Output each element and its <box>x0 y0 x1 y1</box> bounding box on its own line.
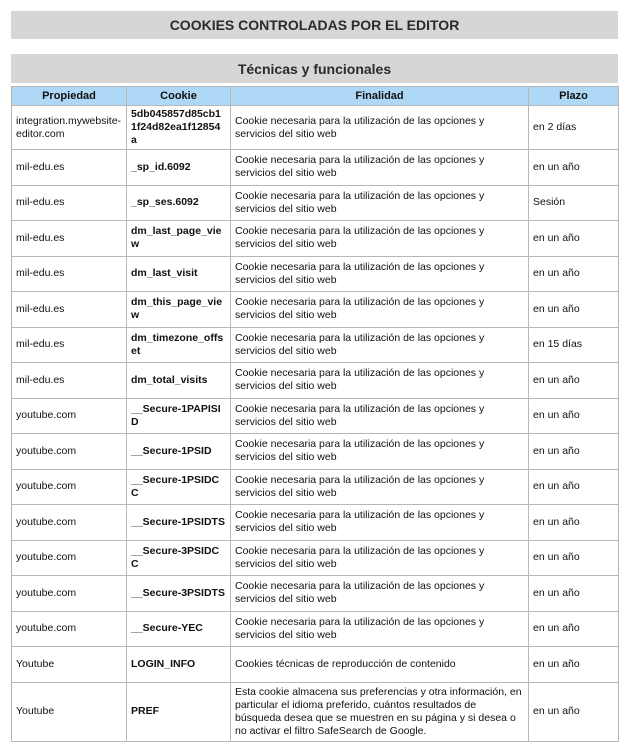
cell-cookie: __Secure-3PSIDTS <box>127 576 231 612</box>
cell-finalidad: Cookie necesaria para la utilización de las opciones y servicios del sitio web <box>231 505 529 541</box>
cell-plazo: en un año <box>529 221 619 257</box>
cell-finalidad: Cookie necesaria para la utilización de las opciones y servicios del sitio web <box>231 150 529 186</box>
cell-finalidad: Cookie necesaria para la utilización de las opciones y servicios del sitio web <box>231 611 529 647</box>
cell-plazo: en 15 días <box>529 327 619 363</box>
cell-plazo: en un año <box>529 292 619 328</box>
table-row <box>12 682 619 741</box>
table-row <box>12 150 619 186</box>
cell-finalidad: Cookie necesaria para la utilización de las opciones y servicios del sitio web <box>231 106 529 150</box>
cell-cookie: LOGIN_INFO <box>127 647 231 683</box>
cell-propiedad: integration.mywebsite-editor.com <box>12 106 127 150</box>
cell-cookie: __Secure-YEC <box>127 611 231 647</box>
cell-propiedad: mil-edu.es <box>12 292 127 328</box>
cell-plazo: en un año <box>529 611 619 647</box>
cell-plazo: en 2 días <box>529 106 619 150</box>
cell-plazo: en un año <box>529 647 619 683</box>
column-header-cookie: Cookie <box>127 87 231 106</box>
table-row <box>12 505 619 541</box>
table-row <box>12 469 619 505</box>
cell-plazo: en un año <box>529 469 619 505</box>
cell-cookie: __Secure-1PAPISID <box>127 398 231 434</box>
cell-finalidad: Cookie necesaria para la utilización de las opciones y servicios del sitio web <box>231 256 529 292</box>
cell-finalidad: Cookie necesaria para la utilización de las opciones y servicios del sitio web <box>231 540 529 576</box>
cell-plazo: en un año <box>529 150 619 186</box>
cell-cookie: _sp_ses.6092 <box>127 185 231 221</box>
column-header-finalidad: Finalidad <box>231 87 529 106</box>
table-row <box>12 185 619 221</box>
cell-propiedad: mil-edu.es <box>12 221 127 257</box>
cell-finalidad: Cookie necesaria para la utilización de las opciones y servicios del sitio web <box>231 576 529 612</box>
table-header-row <box>12 87 619 106</box>
cell-propiedad: youtube.com <box>12 611 127 647</box>
table-row <box>12 647 619 683</box>
cell-cookie: dm_total_visits <box>127 363 231 399</box>
cell-plazo: Sesión <box>529 185 619 221</box>
cell-cookie: dm_last_visit <box>127 256 231 292</box>
cell-propiedad: mil-edu.es <box>12 363 127 399</box>
column-header-plazo: Plazo <box>529 87 619 106</box>
cell-propiedad: youtube.com <box>12 576 127 612</box>
page-title: COOKIES CONTROLADAS POR EL EDITOR <box>11 11 618 39</box>
table-row <box>12 221 619 257</box>
table-row <box>12 540 619 576</box>
cell-finalidad: Cookie necesaria para la utilización de las opciones y servicios del sitio web <box>231 398 529 434</box>
table-row <box>12 576 619 612</box>
cell-plazo: en un año <box>529 540 619 576</box>
table-row <box>12 327 619 363</box>
table-row <box>12 611 619 647</box>
cell-finalidad: Cookie necesaria para la utilización de las opciones y servicios del sitio web <box>231 292 529 328</box>
cell-plazo: en un año <box>529 576 619 612</box>
section-title: Técnicas y funcionales <box>11 54 618 83</box>
cell-propiedad: mil-edu.es <box>12 327 127 363</box>
cell-cookie: dm_this_page_view <box>127 292 231 328</box>
cell-plazo: en un año <box>529 256 619 292</box>
cell-propiedad: Youtube <box>12 682 127 741</box>
cell-cookie: dm_timezone_offset <box>127 327 231 363</box>
cell-cookie: __Secure-1PSIDTS <box>127 505 231 541</box>
cell-cookie: __Secure-3PSIDCC <box>127 540 231 576</box>
cookies-table <box>11 86 619 742</box>
cell-finalidad: Esta cookie almacena sus preferencias y otra información, en particular el idioma preferido, cuántos resultados de búsqueda desea que se muestren en su página y si desea o no activar el filtro SafeSearch de Google. <box>231 682 529 741</box>
cell-cookie: PREF <box>127 682 231 741</box>
cell-finalidad: Cookie necesaria para la utilización de las opciones y servicios del sitio web <box>231 363 529 399</box>
table-row <box>12 434 619 470</box>
cell-plazo: en un año <box>529 434 619 470</box>
cell-propiedad: youtube.com <box>12 398 127 434</box>
cell-propiedad: mil-edu.es <box>12 185 127 221</box>
cell-plazo: en un año <box>529 505 619 541</box>
cell-finalidad: Cookie necesaria para la utilización de las opciones y servicios del sitio web <box>231 469 529 505</box>
cell-propiedad: youtube.com <box>12 505 127 541</box>
cell-cookie: _sp_id.6092 <box>127 150 231 186</box>
cell-plazo: en un año <box>529 398 619 434</box>
cell-plazo: en un año <box>529 682 619 741</box>
cell-propiedad: youtube.com <box>12 469 127 505</box>
cell-cookie: 5db045857d85cb11f24d82ea1f12854a <box>127 106 231 150</box>
cell-propiedad: mil-edu.es <box>12 150 127 186</box>
table-row <box>12 106 619 150</box>
cell-plazo: en un año <box>529 363 619 399</box>
cell-cookie: dm_last_page_view <box>127 221 231 257</box>
cell-propiedad: youtube.com <box>12 540 127 576</box>
cell-finalidad: Cookie necesaria para la utilización de las opciones y servicios del sitio web <box>231 434 529 470</box>
cell-cookie: __Secure-1PSID <box>127 434 231 470</box>
table-row <box>12 256 619 292</box>
cell-propiedad: Youtube <box>12 647 127 683</box>
table-row <box>12 398 619 434</box>
cell-propiedad: youtube.com <box>12 434 127 470</box>
table-row <box>12 292 619 328</box>
cell-finalidad: Cookie necesaria para la utilización de las opciones y servicios del sitio web <box>231 327 529 363</box>
table-row <box>12 363 619 399</box>
cell-propiedad: mil-edu.es <box>12 256 127 292</box>
cell-finalidad: Cookie necesaria para la utilización de las opciones y servicios del sitio web <box>231 221 529 257</box>
cell-finalidad: Cookies técnicas de reproducción de contenido <box>231 647 529 683</box>
column-header-propiedad: Propiedad <box>12 87 127 106</box>
cell-finalidad: Cookie necesaria para la utilización de las opciones y servicios del sitio web <box>231 185 529 221</box>
cell-cookie: __Secure-1PSIDCC <box>127 469 231 505</box>
